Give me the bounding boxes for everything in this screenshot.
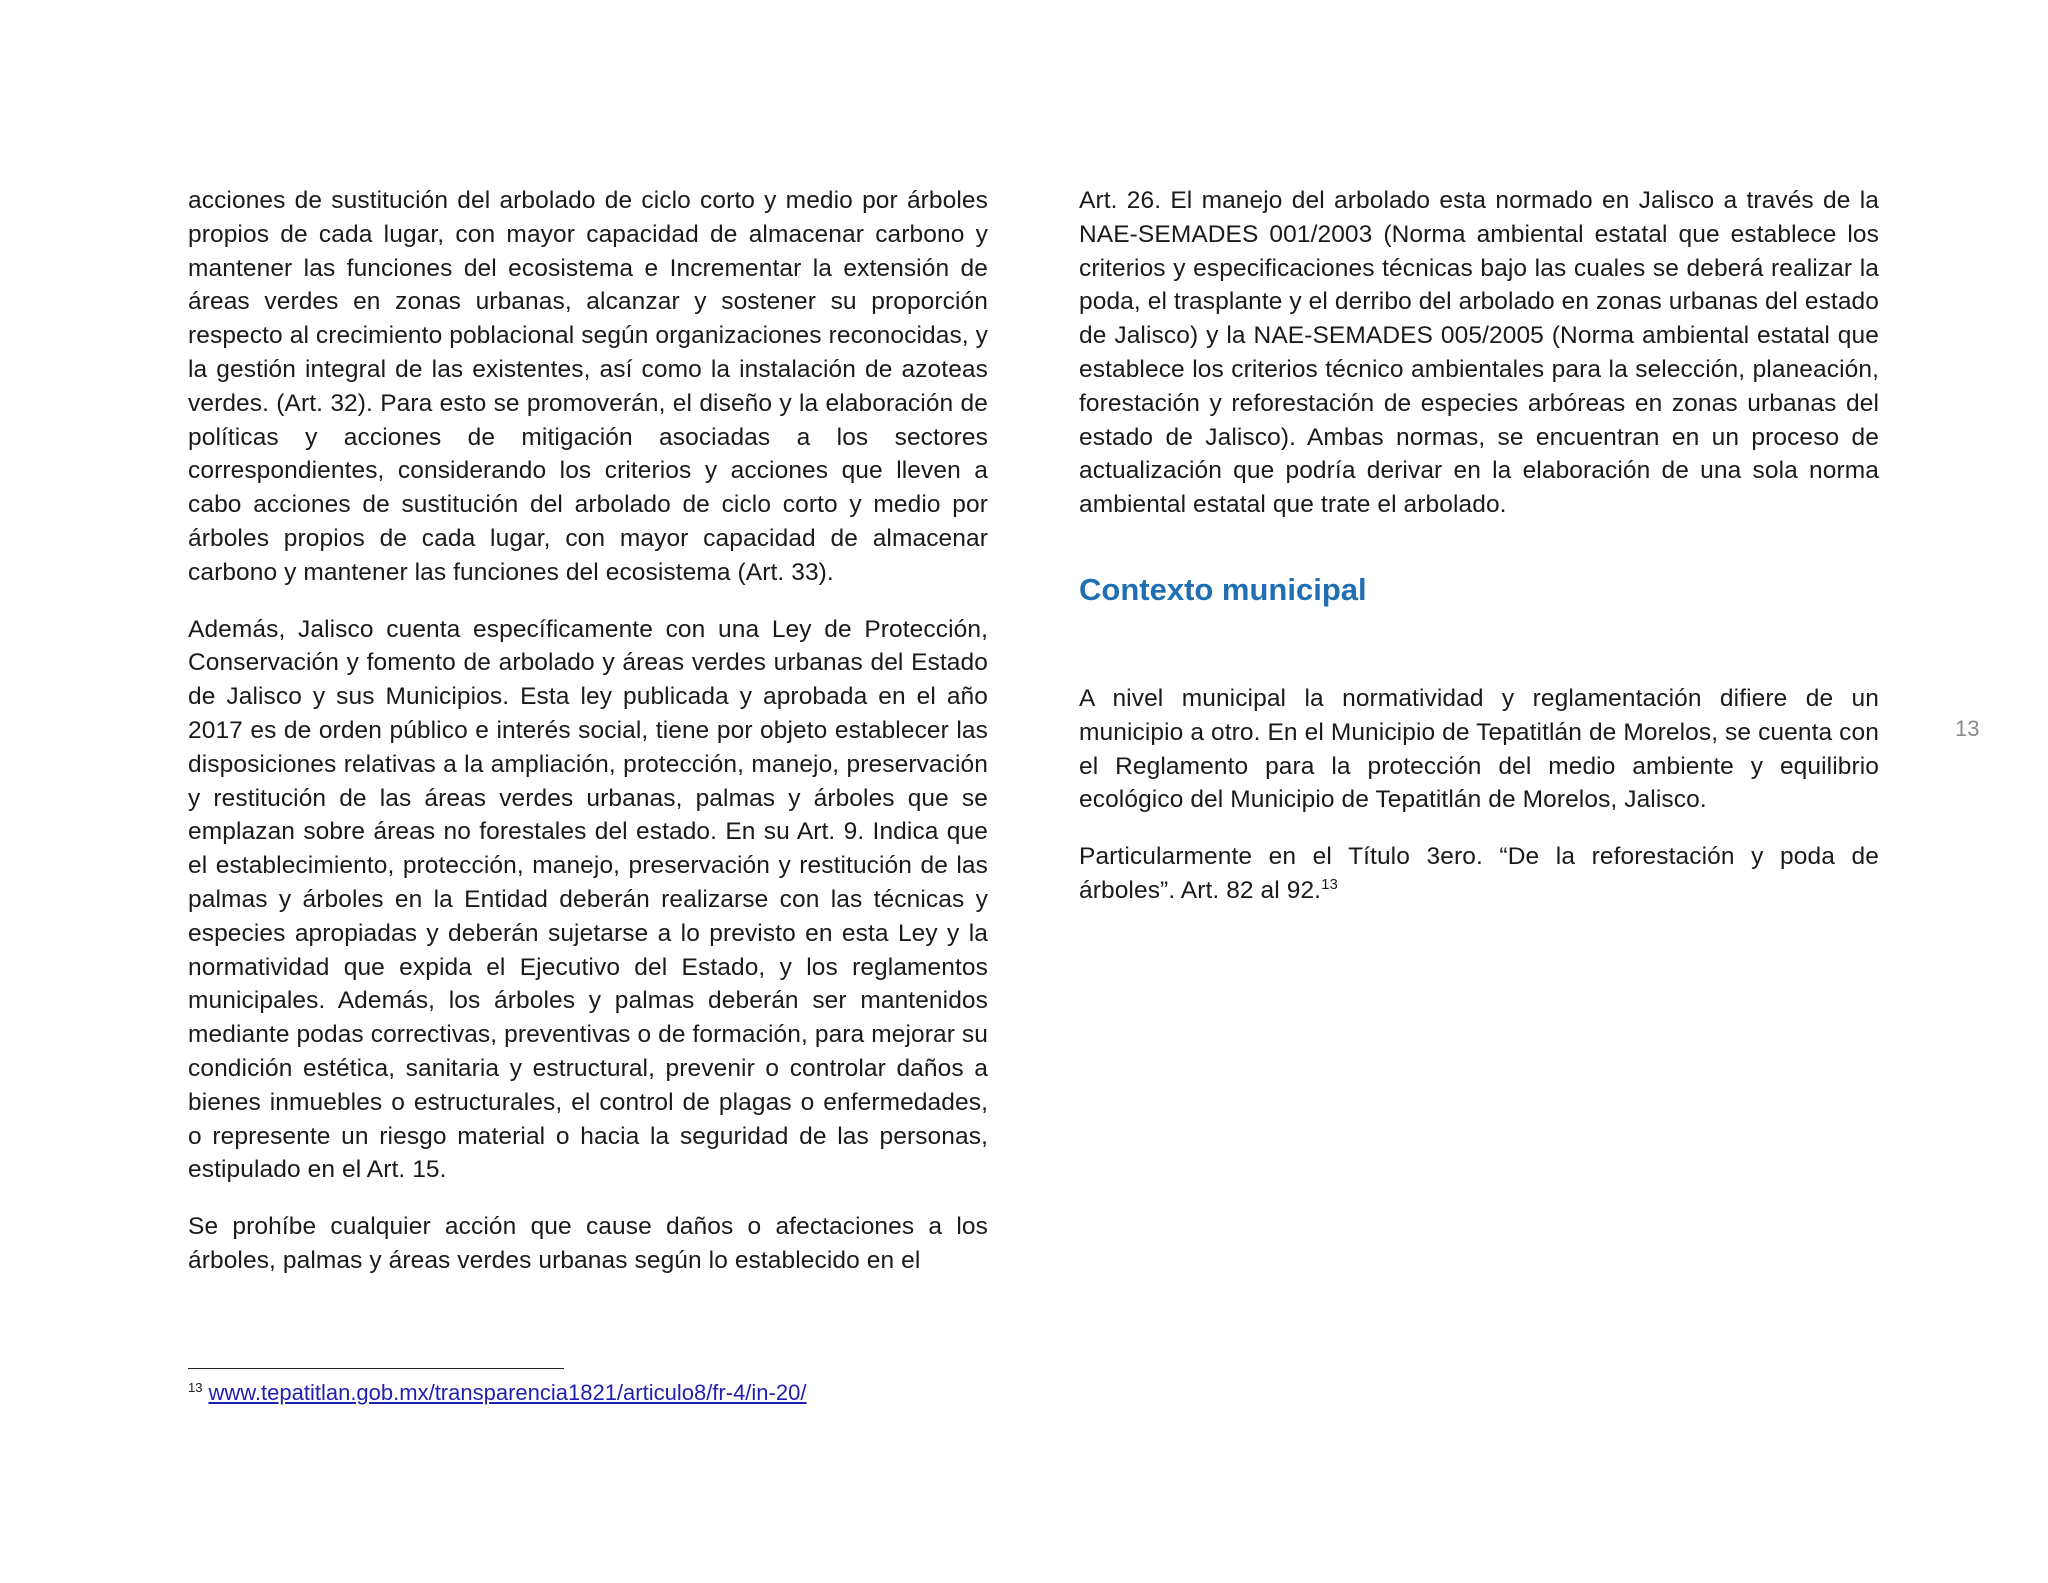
left-paragraph-3: Se prohíbe cualquier acción que cause daños o afectaciones a los árboles, palmas y áreas verdes urbanas según lo establecido en el: [188, 1213, 988, 1274]
right-paragraph-1: Art. 26. El manejo del arbolado esta normado en Jalisco a través de la NAE-SEMADES 001/2003 (Norma ambiental estatal que establece los criterios y especificaciones técnicas bajo las cuales se deberá realizar la poda, el trasplante y el derribo del arbolado en zonas urbanas del estado de Jalisco) y la NAE-SEMADES 005/2005 (Norma ambiental estatal que establece los criterios técnico ambientales para la selección, planeación, forestación y reforestación de especies arbóreas en zonas urbanas del estado de Jalisco). Ambas normas, se encuentran en un proceso de actualización que podría derivar en la elaboración de una sola norma ambiental estatal que trate el arbolado.: [1079, 187, 1880, 519]
footnote-link[interactable]: www.tepatitlan.gob.mx/transparencia1821/articulo8/fr-4/in-20/: [208, 1380, 807, 1405]
footnote-mark: 13: [188, 1379, 203, 1395]
left-paragraph-2: Además, Jalisco cuenta específicamente con una Ley de Protección, Conservación y fomento de arbolado y áreas verdes urbanas del Estado de Jalisco y sus Municipios. Esta ley publicada y aprobada en el año 2017 es de orden público e interés social, tiene por objeto establecer las disposiciones relativas a la ampliación, protección, manejo, preservación y restitución de las áreas verdes urbanas, palmas y árboles que se emplazan sobre áreas no forestales del estado. En su Art. 9. Indica que el establecimiento, protección, manejo, preservación y restitución de las palmas y árboles en la Entidad deberán realizarse con las técnicas y especies apropiadas y deberán sujetarse a lo previsto en esta Ley y la normatividad que expida el Ejecutivo del Estado, y los reglamentos municipales. Además, los árboles y palmas deberán ser mantenidos mediante podas correctivas, preventivas o de formación, para mejorar su condición estética, sanitaria y estructural, prevenir o controlar daños a bienes inmuebles o estructurales, el control de plagas o enfermedades, o represente un riesgo material o hacia la seguridad de las personas, estipulado en el Art. 15.: [188, 615, 988, 1184]
footnote-divider: [188, 1368, 564, 1369]
left-paragraph-1: acciones de sustitución del arbolado de ciclo corto y medio por árboles propios de cada lugar, con mayor capacidad de almacenar carbono y mantener las funciones del ecosistema e Incrementar la extensión de áreas verdes en zonas urbanas, alcanzar y sostener su proporción respecto al crecimiento poblacional según organizaciones reconocidas, y la gestión integral de las existentes, así como la instalación de azoteas verdes. (Art. 32). Para esto se promoverán, el diseño y la elaboración de políticas y acciones de mitigación asociadas a los sectores correspondientes, considerando los criterios y acciones que lleven a cabo acciones de sustitución del arbolado de ciclo corto y medio por árboles propios de cada lugar, con mayor capacidad de almacenar carbono y mantener las funciones del ecosistema (Art. 33).: [188, 187, 988, 586]
right-paragraph-3: [1079, 840, 1879, 908]
section-heading: Contexto municipal: [1079, 571, 1367, 607]
right-column: [1079, 184, 1879, 931]
footnote-reference[interactable]: 13: [1321, 875, 1338, 893]
right-paragraph-2: A nivel municipal la normatividad y reglamentación difiere de un municipio a otro. En el Municipio de Tepatitlán de Morelos, se cuenta con el Reglamento para la protección del medio ambiente y equilibrio ecológico del Municipio de Tepatitlán de Morelos, Jalisco.: [1079, 684, 1879, 814]
page-number: 13: [1955, 716, 1980, 741]
footnote: [188, 1378, 806, 1408]
right-paragraph-3-text: Particularmente en el Título 3ero. “De la reforestación y poda de árboles”. Art. 82 al 92.: [1079, 843, 1879, 904]
heading-spacer: [1079, 610, 1879, 682]
left-column: [188, 184, 988, 1301]
